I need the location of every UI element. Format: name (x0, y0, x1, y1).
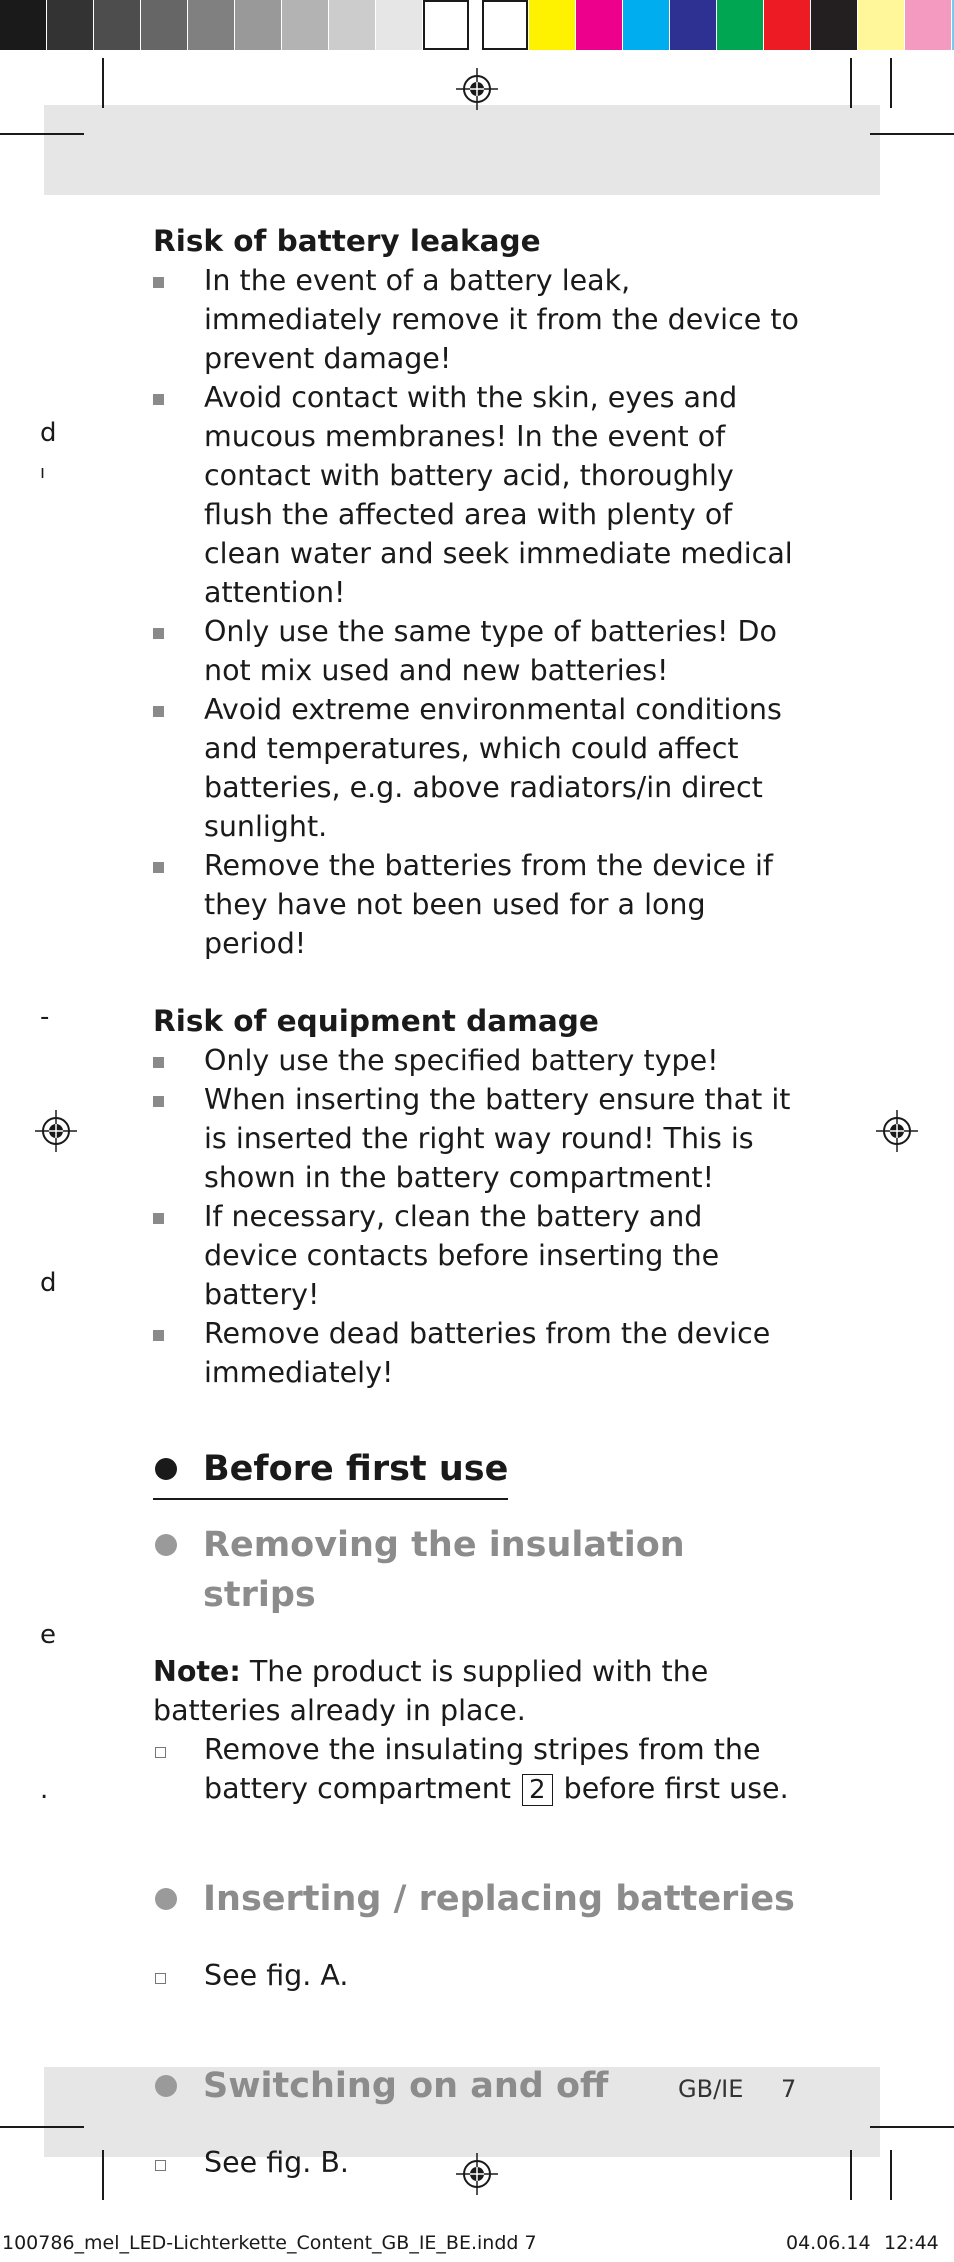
list-item: Only use the same type of batteries! Do not mix used and new batteries! (153, 612, 803, 690)
list-item: Remove dead batteries from the device immediately! (153, 1314, 803, 1392)
color-swatch (905, 0, 951, 50)
batteries-steps (153, 1956, 803, 1995)
registration-mark-icon (35, 1110, 77, 1152)
footer-region: GB/IE (678, 2075, 744, 2103)
battery-leakage-list (153, 261, 803, 963)
page-number: 7 (781, 2075, 797, 2103)
color-swatch (188, 0, 234, 50)
note-text: The product is supplied with the batteries already in place. (153, 1655, 709, 1727)
margin-fragment: d (40, 418, 57, 448)
crop-mark (0, 2126, 84, 2128)
crop-mark (0, 133, 84, 135)
crop-mark (890, 2150, 892, 2200)
color-swatch (764, 0, 810, 50)
crop-mark (850, 2150, 852, 2200)
margin-fragment: e (40, 1620, 56, 1650)
color-swatch (235, 0, 281, 50)
color-swatch (282, 0, 328, 50)
switching-steps (153, 2143, 803, 2182)
color-swatch (858, 0, 904, 50)
slug-date: 04.06.14 (786, 2232, 871, 2254)
step-text: before first use. (554, 1772, 789, 1805)
heading-before-first-use (153, 1444, 508, 1494)
color-swatch (141, 0, 187, 50)
note-label: Note: (153, 1655, 241, 1688)
color-swatch (623, 0, 669, 50)
crop-mark (870, 133, 954, 135)
color-swatch (47, 0, 93, 50)
section-title-equipment-damage: Risk of equipment damage (153, 1004, 599, 1038)
crop-mark (850, 58, 852, 108)
part-number-box: 2 (522, 1774, 553, 1806)
color-swatch (376, 0, 422, 50)
insulation-steps (153, 1730, 803, 1808)
step-item (153, 1730, 803, 1808)
list-item: Remove the batteries from the device if they have not been used for a long period! (153, 846, 803, 963)
list-item: When inserting the battery ensure that it is inserted the right way round! This is shown in the battery compartment! (153, 1080, 803, 1197)
color-swatch (529, 0, 575, 50)
heading-underline (153, 1498, 508, 1500)
list-item: Avoid contact with the skin, eyes and mucous membranes! In the event of contact with battery acid, thoroughly flush the affected area with plenty of clean water and seek immediate medical attention! (153, 378, 803, 612)
color-swatch (94, 0, 140, 50)
color-swatch (717, 0, 763, 50)
heading-removing-insulation-strips: Removing the insulation strips (153, 1520, 803, 1620)
note-paragraph (153, 1652, 803, 1730)
color-swatch (329, 0, 375, 50)
crop-mark (102, 58, 104, 108)
heading-inserting-replacing-batteries: Inserting / replacing batteries (153, 1874, 803, 1924)
list-item: Only use the specified battery type! (153, 1041, 803, 1080)
color-swatch (576, 0, 622, 50)
margin-fragment: - (40, 1002, 50, 1032)
color-swatch (482, 0, 528, 50)
registration-mark-icon (876, 1110, 918, 1152)
step-item: See fig. A. (153, 1956, 803, 1995)
heading-switching-on-and-off: Switching on and off (153, 2061, 803, 2111)
margin-fragment: d (40, 1268, 57, 1298)
section-title-battery-leakage: Risk of battery leakage (153, 224, 541, 258)
heading-text: Before first use (203, 1449, 509, 1489)
margin-fragment: . (40, 1775, 49, 1805)
margin-fragment: ı (40, 462, 46, 483)
color-swatch (423, 0, 469, 50)
page-content (153, 222, 803, 2182)
crop-mark (102, 2150, 104, 2200)
color-swatch (670, 0, 716, 50)
slug-time: 12:44 (884, 2232, 939, 2254)
color-swatch (0, 0, 46, 50)
registration-mark-icon (456, 68, 498, 110)
step-text: Remove the insulating stripes from the battery compartment (204, 1733, 761, 1805)
crop-mark (870, 2126, 954, 2128)
equipment-damage-list (153, 1041, 803, 1392)
step-item: See fig. B. (153, 2143, 803, 2182)
list-item: In the event of a battery leak, immediately remove it from the device to prevent damage! (153, 261, 803, 378)
slug-filename: 100786_mel_LED-Lichterkette_Content_GB_IE_BE.indd 7 (2, 2232, 537, 2254)
color-swatch (811, 0, 857, 50)
crop-mark (890, 58, 892, 108)
header-band (44, 105, 880, 195)
page-footer (678, 2075, 796, 2103)
list-item: Avoid extreme environmental conditions and temperatures, which could affect batteries, e.g. above radiators/in direct sunlight. (153, 690, 803, 846)
list-item: If necessary, clean the battery and device contacts before inserting the battery! (153, 1197, 803, 1314)
